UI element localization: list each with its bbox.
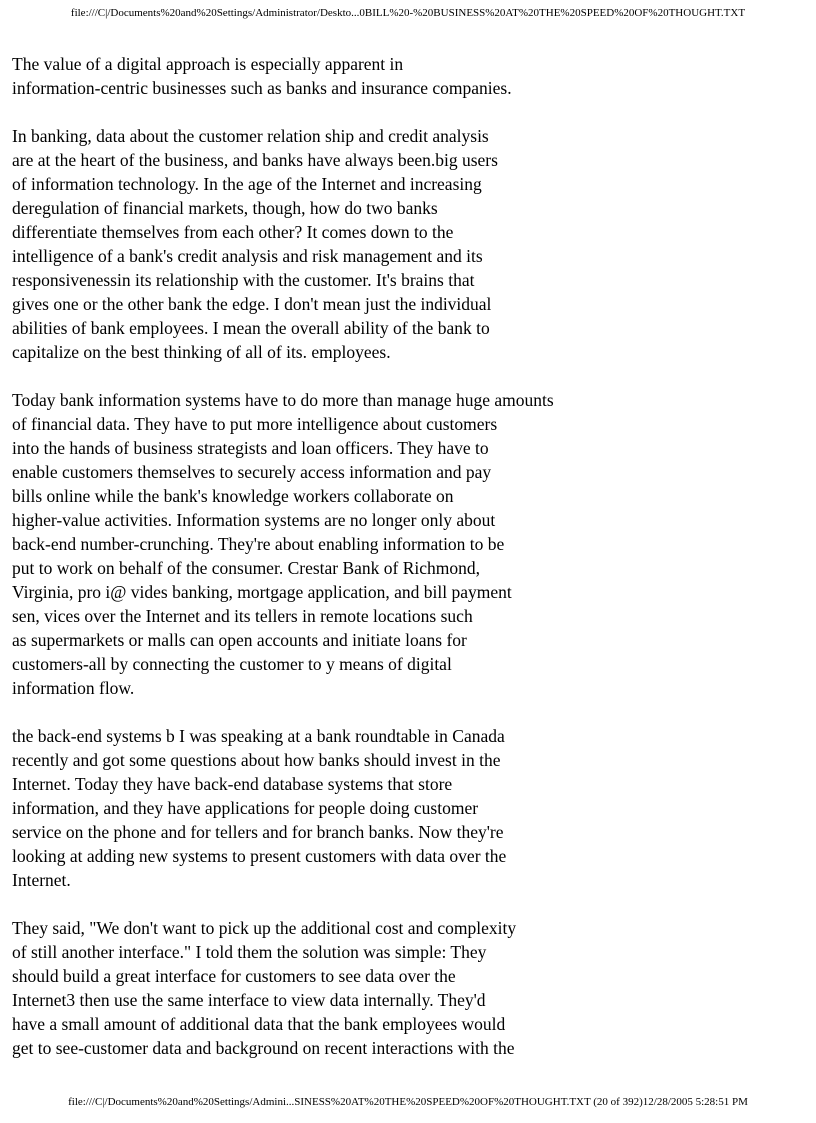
text-line: Virginia, pro i@ vides banking, mortgage application, and bill payment	[12, 582, 512, 602]
text-line: are at the heart of the business, and banks have always been.big users	[12, 150, 498, 170]
paragraph	[12, 124, 802, 364]
document-body	[12, 52, 802, 1084]
text-line: information, and they have applications for people doing customer	[12, 798, 479, 818]
page-footer: file:///C|/Documents%20and%20Settings/Admini...SINESS%20AT%20THE%20SPEED%20OF%20THOUGHT.TXT (20 of 392)12/28/2005 5:28:51 PM	[68, 1096, 748, 1108]
text-line: intelligence of a bank's credit analysis and risk management and its	[12, 246, 483, 266]
paragraph	[12, 388, 802, 700]
text-line: capitalize on the best thinking of all of its. employees.	[12, 342, 391, 362]
text-line: enable customers themselves to securely access information and pay	[12, 462, 492, 482]
text-line: deregulation of financial markets, though, how do two banks	[12, 198, 438, 218]
paragraph	[12, 916, 802, 1060]
text-line: recently and got some questions about how banks should invest in the	[12, 750, 501, 770]
text-line: Today bank information systems have to do more than manage huge amounts	[12, 390, 554, 410]
text-line: They said, "We don't want to pick up the additional cost and complexity	[12, 918, 517, 938]
text-line: should build a great interface for customers to see data over the	[12, 966, 456, 986]
text-line: In banking, data about the customer relation ship and credit analysis	[12, 126, 489, 146]
text-line: abilities of bank employees. I mean the overall ability of the bank to	[12, 318, 490, 338]
text-line: responsivenessin its relationship with the customer. It's brains that	[12, 270, 475, 290]
text-line: gives one or the other bank the edge. I don't mean just the individual	[12, 294, 492, 314]
text-line: of still another interface." I told them the solution was simple: They	[12, 942, 487, 962]
paragraph	[12, 52, 802, 100]
text-line: put to work on behalf of the consumer. Crestar Bank of Richmond,	[12, 558, 481, 578]
text-line: information flow.	[12, 678, 135, 698]
page-header: file:///C|/Documents%20and%20Settings/Administrator/Deskto...0BILL%20-%20BUSINESS%20AT%20THE%20SPEED%20OF%20THOUGHT.TXT	[70, 7, 746, 19]
text-line: have a small amount of additional data that the bank employees would	[12, 1014, 506, 1034]
text-line: as supermarkets or malls can open accounts and initiate loans for	[12, 630, 467, 650]
text-line: The value of a digital approach is especially apparent in	[12, 54, 404, 74]
text-line: Internet3 then use the same interface to view data internally. They'd	[12, 990, 486, 1010]
text-line: looking at adding new systems to present customers with data over the	[12, 846, 507, 866]
text-line: of financial data. They have to put more intelligence about customers	[12, 414, 498, 434]
text-line: sen, vices over the Internet and its tellers in remote locations such	[12, 606, 473, 626]
text-line: higher-value activities. Information systems are no longer only about	[12, 510, 496, 530]
text-line: get to see-customer data and background on recent interactions with the	[12, 1038, 515, 1058]
text-line: into the hands of business strategists and loan officers. They have to	[12, 438, 489, 458]
text-line: bills online while the bank's knowledge workers collaborate on	[12, 486, 454, 506]
text-line: Internet. Today they have back-end database systems that store	[12, 774, 453, 794]
text-line: back-end number-crunching. They're about enabling information to be	[12, 534, 505, 554]
text-line: of information technology. In the age of the Internet and increasing	[12, 174, 482, 194]
paragraph	[12, 724, 802, 892]
text-line: service on the phone and for tellers and for branch banks. Now they're	[12, 822, 504, 842]
text-line: the back-end systems b I was speaking at a bank roundtable in Canada	[12, 726, 505, 746]
text-line: differentiate themselves from each other? It comes down to the	[12, 222, 454, 242]
text-line: customers-all by connecting the customer to y means of digital	[12, 654, 452, 674]
text-line: Internet.	[12, 870, 71, 890]
text-line: information-centric businesses such as banks and insurance companies.	[12, 78, 512, 98]
